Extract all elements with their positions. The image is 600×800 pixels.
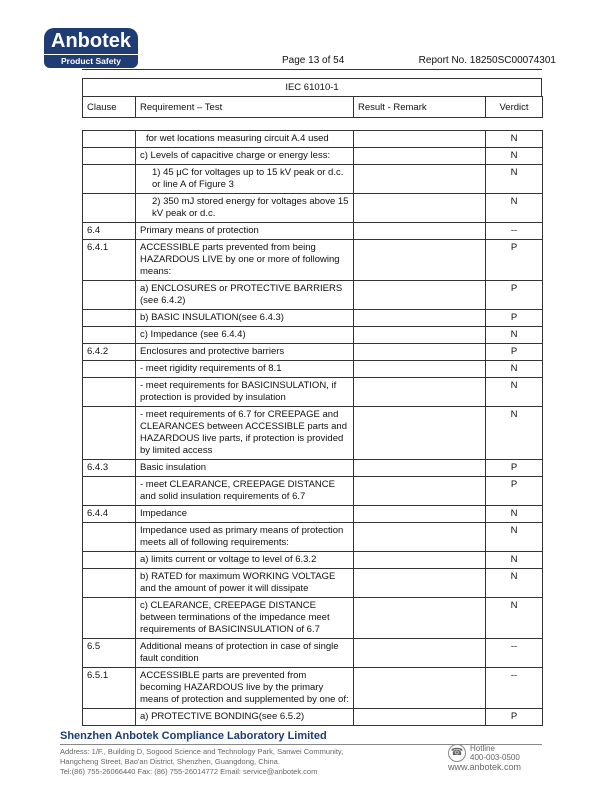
clause-cell	[83, 281, 136, 310]
address-line-2: Hangcheng Street, Bao'an District, Shenzhen, Guangdong, China.	[60, 757, 280, 766]
address-line-1: Address: 1/F., Building D, Sogood Science and Technology Park, Sanwei Community,	[60, 747, 344, 756]
col-requirement: Requirement – Test	[136, 97, 354, 118]
result-cell	[354, 131, 486, 148]
result-cell	[354, 668, 486, 709]
verdict-cell: N	[486, 327, 543, 344]
result-cell	[354, 506, 486, 523]
requirement-cell: b) RATED for maximum WORKING VOLTAGE and the amount of power it will dissipate	[136, 569, 354, 598]
table-row	[83, 327, 543, 344]
verdict-cell: P	[486, 344, 543, 361]
table-row	[83, 506, 543, 523]
clause-cell: 6.4.2	[83, 344, 136, 361]
clause-cell	[83, 148, 136, 165]
requirement-cell: a) PROTECTIVE BONDING(see 6.5.2)	[136, 709, 354, 726]
requirement-cell: Additional means of protection in case of single fault condition	[136, 639, 354, 668]
clause-cell	[83, 327, 136, 344]
requirement-cell: Impedance	[136, 506, 354, 523]
table-row	[83, 709, 543, 726]
result-cell	[354, 310, 486, 327]
table-row	[83, 165, 543, 194]
requirement-cell: - meet requirements for BASICINSULATION, if protection is provided by insulation	[136, 378, 354, 407]
requirement-cell: Primary means of protection	[136, 223, 354, 240]
clause-cell: 6.5.1	[83, 668, 136, 709]
verdict-cell: P	[486, 709, 543, 726]
verdict-cell: N	[486, 598, 543, 639]
header-divider	[82, 69, 542, 70]
result-cell	[354, 194, 486, 223]
table-row	[83, 639, 543, 668]
clause-cell: 6.4.3	[83, 460, 136, 477]
verdict-cell: P	[486, 460, 543, 477]
table-row	[83, 223, 543, 240]
result-cell	[354, 148, 486, 165]
verdict-cell: P	[486, 477, 543, 506]
verdict-cell: P	[486, 310, 543, 327]
contact-line: Tel:(86) 755-26066440 Fax: (86) 755-26014772 Email: service@anbotek.com	[60, 767, 318, 776]
report-number: Report No. 18250SC00074301	[418, 55, 556, 66]
clause-cell	[83, 477, 136, 506]
result-cell	[354, 460, 486, 477]
requirement-cell: b) BASIC INSULATION(see 6.4.3)	[136, 310, 354, 327]
result-cell	[354, 344, 486, 361]
table-row	[83, 148, 543, 165]
verdict-cell: N	[486, 131, 543, 148]
result-cell	[354, 569, 486, 598]
verdict-cell: --	[486, 639, 543, 668]
requirement-cell: ACCESSIBLE parts are prevented from becoming HAZARDOUS live by the primary means of protection and supplemented by one of:	[136, 668, 354, 709]
hotline-label: Hotline	[470, 744, 495, 753]
verdict-cell: N	[486, 506, 543, 523]
requirements-table	[82, 130, 543, 726]
result-cell	[354, 709, 486, 726]
result-cell	[354, 552, 486, 569]
table-row	[83, 407, 543, 460]
clause-cell	[83, 194, 136, 223]
verdict-cell: N	[486, 361, 543, 378]
col-clause: Clause	[83, 97, 136, 118]
footer-address	[60, 747, 390, 777]
clause-cell: 6.5	[83, 639, 136, 668]
verdict-cell: N	[486, 407, 543, 460]
result-cell	[354, 523, 486, 552]
result-cell	[354, 223, 486, 240]
requirement-cell: - meet rigidity requirements of 8.1	[136, 361, 354, 378]
clause-cell: 6.4.4	[83, 506, 136, 523]
hotline-number: 400-003-0500	[470, 753, 520, 762]
table-row	[83, 552, 543, 569]
standard-title: IEC 61010-1	[82, 78, 542, 96]
result-cell	[354, 598, 486, 639]
verdict-cell: N	[486, 552, 543, 569]
clause-cell	[83, 709, 136, 726]
table-row	[83, 569, 543, 598]
requirement-cell: a) limits current or voltage to level of 6.3.2	[136, 552, 354, 569]
clause-cell	[83, 310, 136, 327]
clause-cell	[83, 165, 136, 194]
verdict-cell: N	[486, 378, 543, 407]
result-cell	[354, 165, 486, 194]
clause-cell	[83, 131, 136, 148]
requirement-cell: 2) 350 mJ stored energy for voltages above 15 kV peak or d.c.	[136, 194, 354, 223]
verdict-cell: P	[486, 281, 543, 310]
result-cell	[354, 378, 486, 407]
requirement-cell: Impedance used as primary means of protection meets all of following requirements:	[136, 523, 354, 552]
logo-name: Anbotek	[44, 28, 138, 54]
result-cell	[354, 407, 486, 460]
table-row	[83, 240, 543, 281]
table-row	[83, 523, 543, 552]
table-row	[83, 194, 543, 223]
col-verdict: Verdict	[486, 97, 543, 118]
requirement-cell: Basic insulation	[136, 460, 354, 477]
table-row	[83, 477, 543, 506]
requirement-cell: a) ENCLOSURES or PROTECTIVE BARRIERS (see 6.4.2)	[136, 281, 354, 310]
website: www.anbotek.com	[448, 762, 522, 772]
verdict-cell: N	[486, 148, 543, 165]
logo-tagline: Product Safety	[44, 54, 138, 68]
requirement-cell: c) Impedance (see 6.4.4)	[136, 327, 354, 344]
company-logo	[44, 28, 138, 68]
result-cell	[354, 281, 486, 310]
table-row	[83, 598, 543, 639]
table-row	[83, 310, 543, 327]
clause-cell	[83, 378, 136, 407]
table-row	[83, 361, 543, 378]
clause-cell	[83, 361, 136, 378]
verdict-cell: N	[486, 165, 543, 194]
table-row	[83, 344, 543, 361]
result-cell	[354, 639, 486, 668]
result-cell	[354, 327, 486, 344]
footer-lab-name: Shenzhen Anbotek Compliance Laboratory Limited	[60, 730, 327, 742]
verdict-cell: N	[486, 569, 543, 598]
hotline-block	[448, 744, 542, 772]
col-result: Result - Remark	[354, 97, 486, 118]
requirement-cell: Enclosures and protective barriers	[136, 344, 354, 361]
page-number: Page 13 of 54	[282, 55, 345, 66]
clause-cell	[83, 523, 136, 552]
clause-cell	[83, 598, 136, 639]
table-row	[83, 460, 543, 477]
result-cell	[354, 361, 486, 378]
clause-cell: 6.4	[83, 223, 136, 240]
clause-cell	[83, 407, 136, 460]
verdict-cell: --	[486, 223, 543, 240]
verdict-cell: N	[486, 523, 543, 552]
table-header	[82, 96, 543, 118]
verdict-cell: P	[486, 240, 543, 281]
clause-cell	[83, 552, 136, 569]
table-row	[83, 281, 543, 310]
requirement-cell: ACCESSIBLE parts prevented from being HAZARDOUS LIVE by one or more of following means:	[136, 240, 354, 281]
clause-cell: 6.4.1	[83, 240, 136, 281]
verdict-cell: --	[486, 668, 543, 709]
result-cell	[354, 477, 486, 506]
requirement-cell: 1) 45 μC for voltages up to 15 kV peak or d.c. or line A of Figure 3	[136, 165, 354, 194]
clause-cell	[83, 569, 136, 598]
requirement-cell: for wet locations measuring circuit A.4 used	[136, 131, 354, 148]
table-row	[83, 131, 543, 148]
requirement-cell: c) Levels of capacitive charge or energy less:	[136, 148, 354, 165]
verdict-cell: N	[486, 194, 543, 223]
phone-icon: ☎	[448, 744, 466, 762]
requirement-cell: - meet CLEARANCE, CREEPAGE DISTANCE and solid insulation requirements of 6.7	[136, 477, 354, 506]
requirement-cell: - meet requirements of 6.7 for CREEPAGE and CLEARANCES between ACCESSIBLE parts and HAZARDOUS live parts, if protection is provided by limited access	[136, 407, 354, 460]
table-row	[83, 378, 543, 407]
result-cell	[354, 240, 486, 281]
requirement-cell: c) CLEARANCE, CREEPAGE DISTANCE between terminations of the impedance meet requirements of BASICINSULATION of 6.7	[136, 598, 354, 639]
table-row	[83, 668, 543, 709]
